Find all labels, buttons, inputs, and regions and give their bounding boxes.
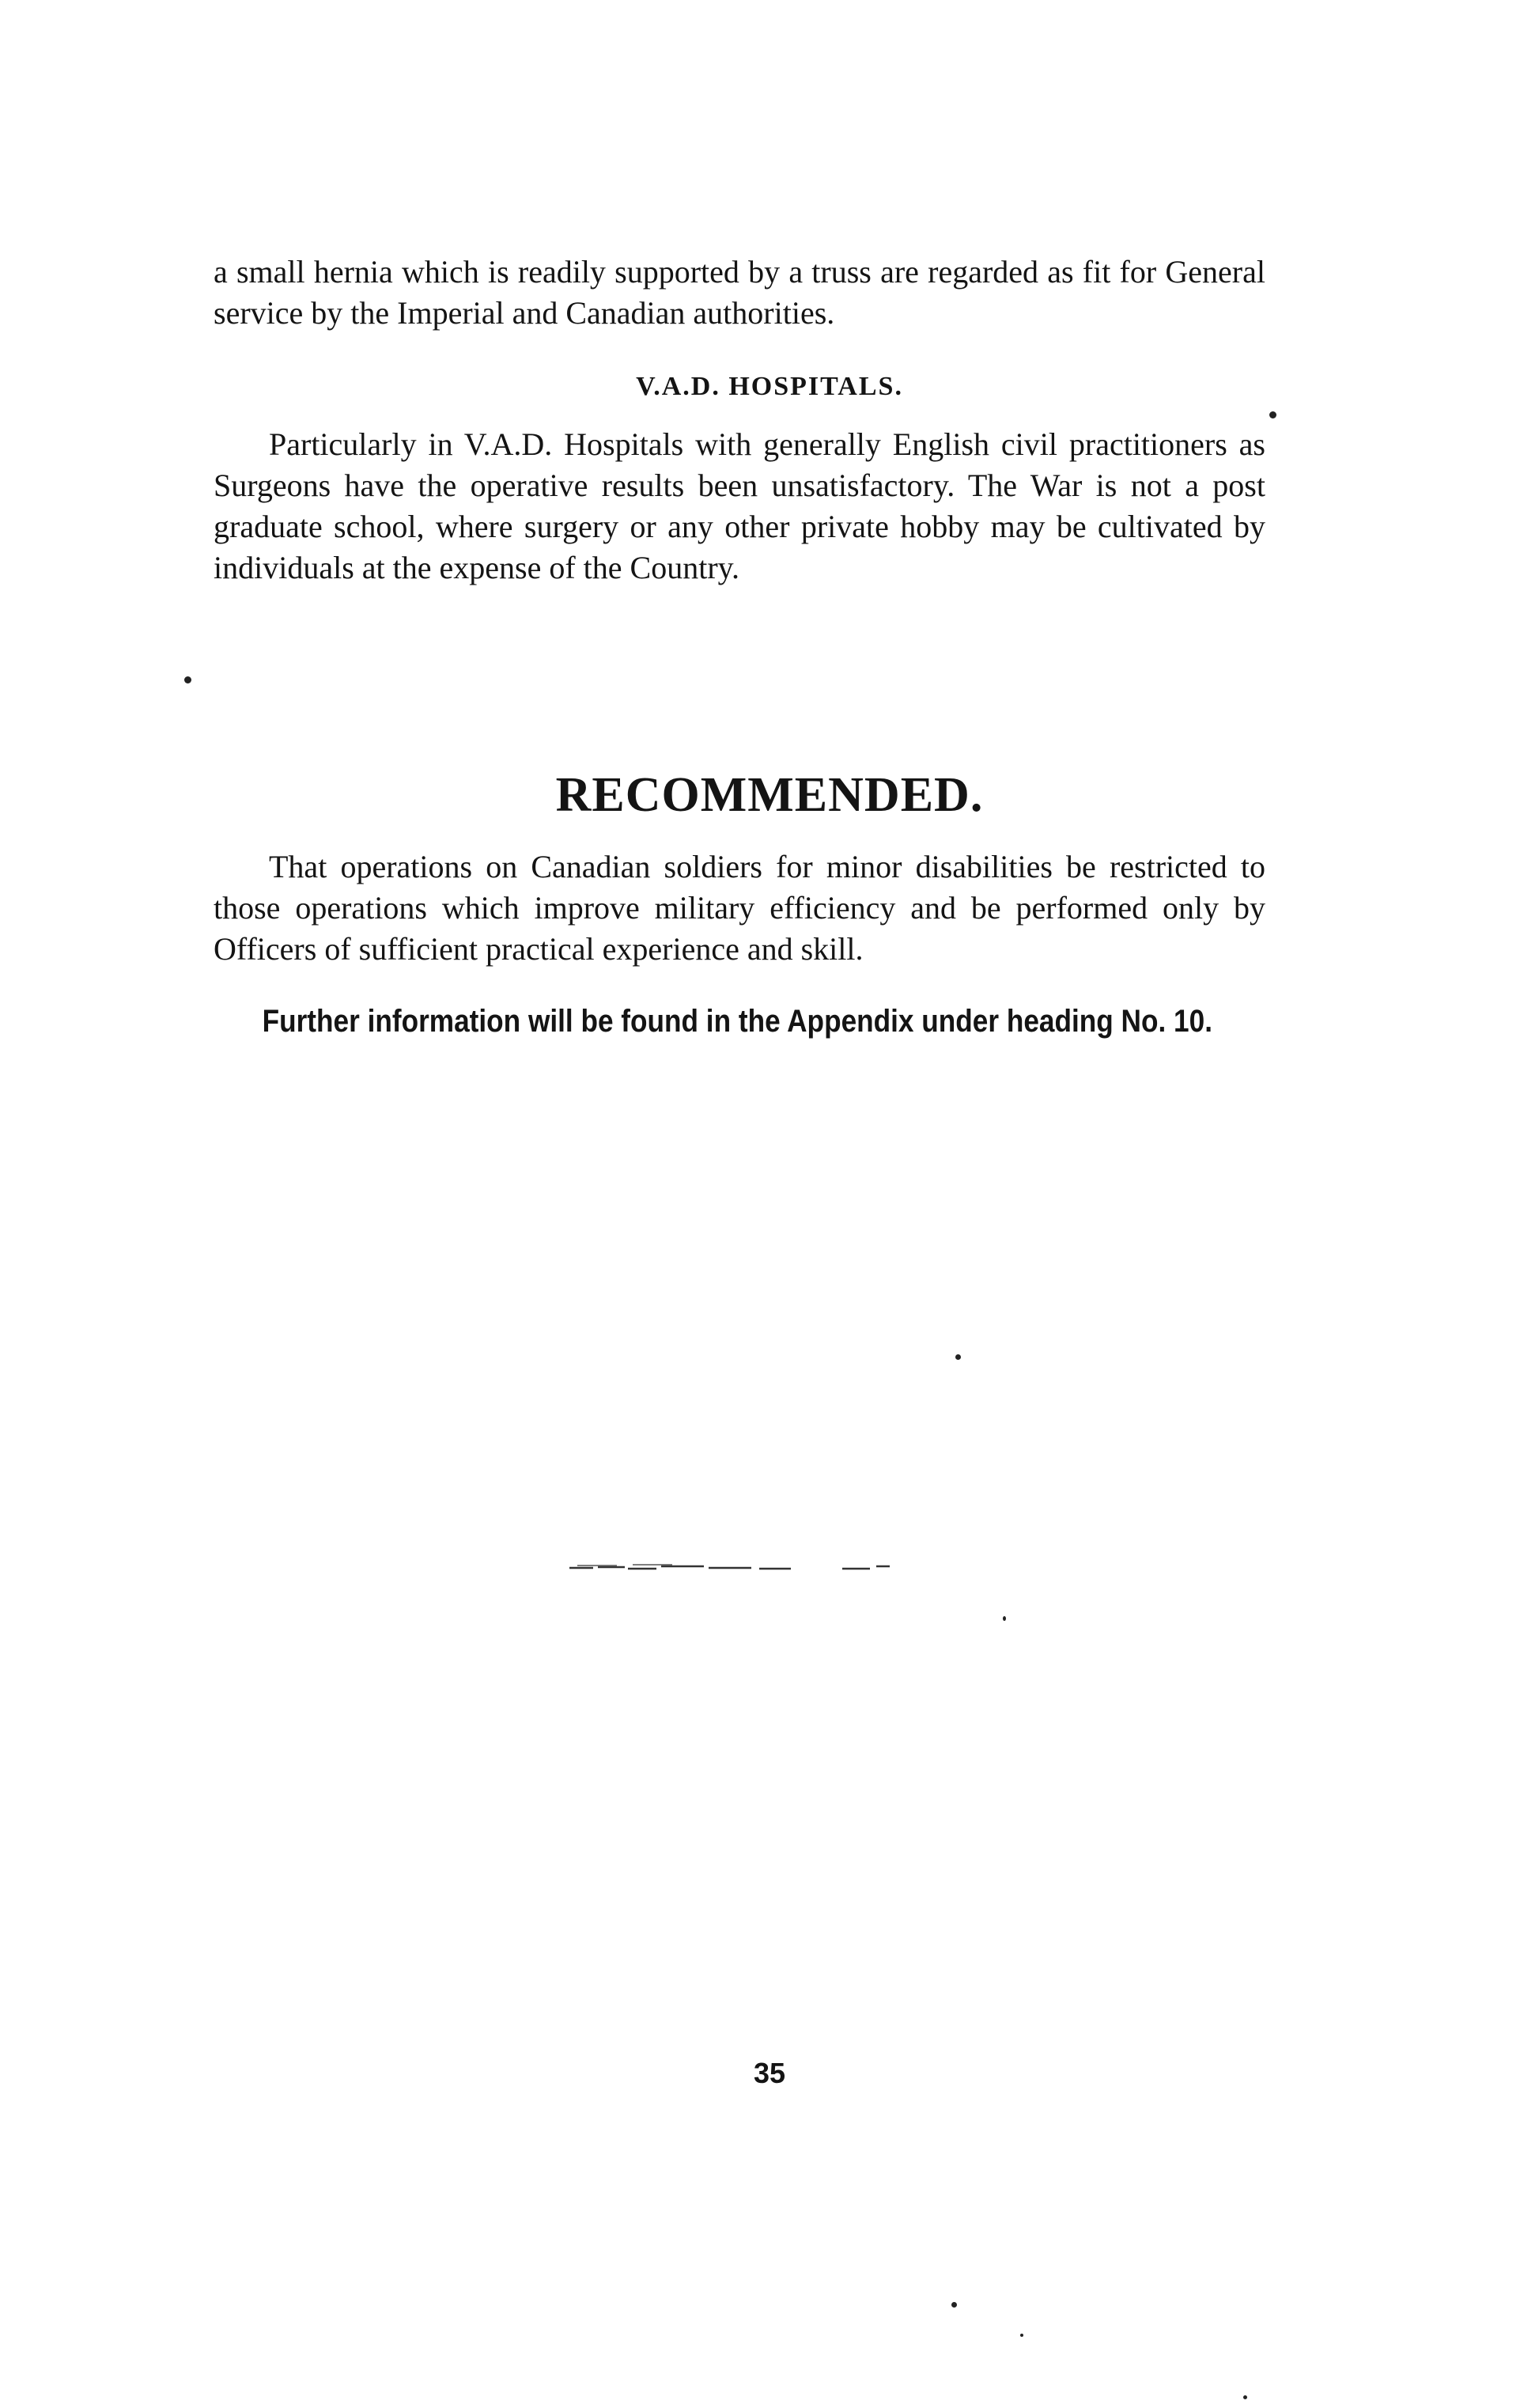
page-number: 35 (753, 2057, 786, 2089)
scan-speck (1269, 411, 1276, 418)
intro-paragraph: a small hernia which is readily supported by a truss are regarded as fit for General service by the Imperial and Canadian authorities. (214, 254, 1265, 331)
recommended-heading: RECOMMENDED. (555, 768, 984, 822)
further-info-paragraph: Further information will be found in the Appendix under heading No. 10. (262, 1004, 1212, 1039)
vad-paragraph-block (214, 424, 1265, 589)
vad-paragraph: Particularly in V.A.D. Hospitals with generally English civil practitioners as Surgeons have the operative results been unsatisfactory. The War is not a post graduate school, where surgery or any other private hobby may be cultivated by individuals at the expense of the Country. (214, 426, 1265, 585)
intro-paragraph-block (214, 252, 1265, 334)
scan-speck (955, 1354, 961, 1360)
scan-speck (1243, 2395, 1247, 2399)
recommendation-paragraph-block (214, 846, 1265, 970)
vad-hospitals-heading: V.A.D. HOSPITALS. (636, 372, 903, 401)
further-info-block (214, 998, 1265, 1044)
recommendation-paragraph: That operations on Canadian soldiers for minor disabilities be restricted to those operations which improve military efficiency and be performed only by Officers of sufficient practical experience and skill. (214, 849, 1265, 967)
scan-speck (951, 2302, 957, 2308)
scan-speck (1020, 2334, 1023, 2337)
scan-speck (1003, 1616, 1006, 1621)
scan-artifact-rule (569, 1562, 902, 1573)
scan-speck (184, 676, 191, 683)
